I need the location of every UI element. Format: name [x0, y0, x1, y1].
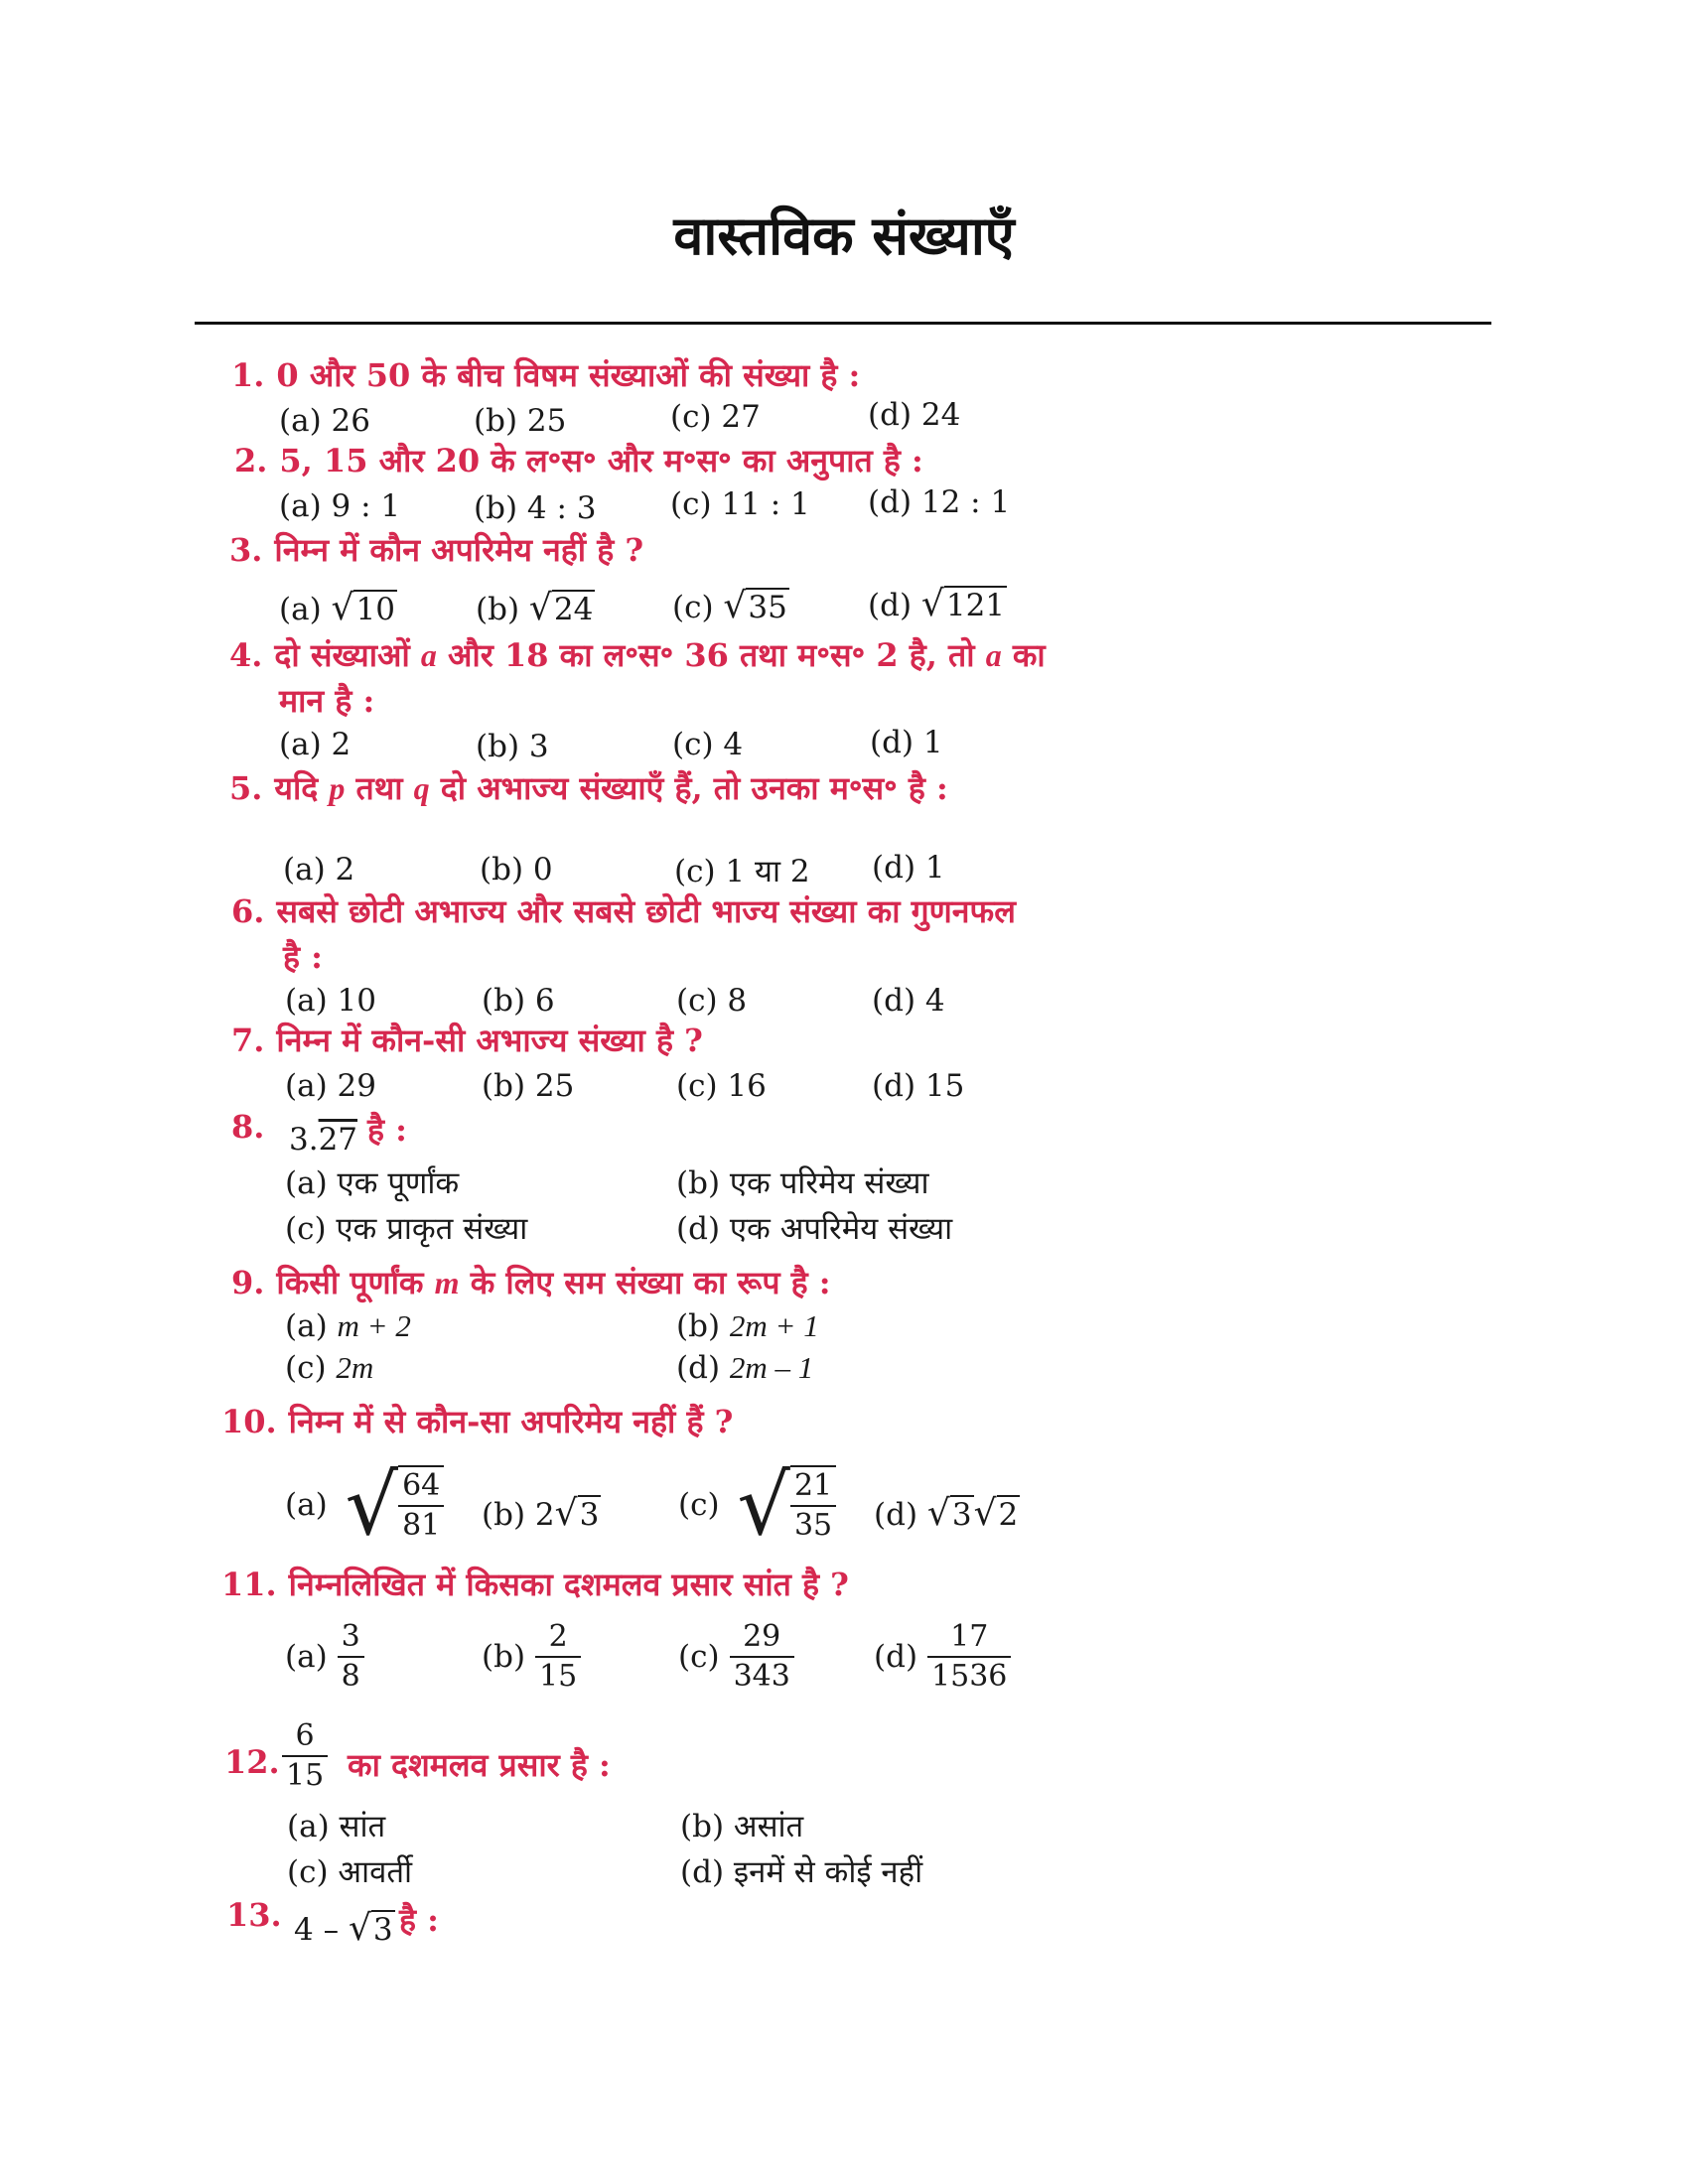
- radicand: 35: [748, 590, 787, 625]
- variable: a: [420, 637, 437, 673]
- radicand: 3: [579, 1497, 600, 1533]
- option-d[interactable]: (d) इनमें से कोई नहीं: [680, 1854, 923, 1890]
- question-text: है :: [399, 1901, 439, 1939]
- sqrt-expression: √121: [920, 584, 1006, 624]
- sqrt-expression: √3: [554, 1493, 600, 1534]
- denominator: 343: [733, 1659, 790, 1694]
- option-a[interactable]: (a) एक पूर्णांक: [285, 1165, 460, 1201]
- option-c[interactable]: [678, 1618, 794, 1696]
- page-title: वास्तविक संख्याएँ: [673, 205, 1015, 267]
- question-number: 13.: [226, 1896, 282, 1934]
- question-text: निम्न में कौन-सी अभाज्य संख्या है ?: [276, 1022, 703, 1059]
- option-label: (b): [676, 1308, 721, 1344]
- radicand: 2: [998, 1497, 1019, 1533]
- question-number: 3.: [229, 531, 263, 569]
- question-number: 12.: [224, 1743, 280, 1781]
- question-number: 2.: [234, 442, 268, 479]
- radicand: 3: [951, 1497, 972, 1533]
- numerator: 64: [398, 1467, 444, 1507]
- question-text: निम्न में कौन अपरिमेय नहीं है ?: [274, 531, 644, 569]
- sqrt-expression: √2: [973, 1493, 1019, 1534]
- option-b[interactable]: (b) 25: [474, 403, 567, 439]
- option-a[interactable]: (a) 10: [285, 983, 376, 1019]
- question-number: 10.: [221, 1403, 277, 1440]
- option-label: (c): [678, 1639, 720, 1675]
- title-divider: [195, 322, 1491, 325]
- fraction: [730, 1618, 794, 1696]
- question-number: 8.: [231, 1108, 265, 1146]
- sqrt-expression: √10: [331, 588, 395, 628]
- option-label: (b): [482, 1497, 526, 1533]
- option-label: (b): [482, 1639, 526, 1675]
- question-6: [231, 889, 1016, 932]
- expression: 2m: [336, 1350, 374, 1385]
- fraction: [535, 1618, 581, 1696]
- expression: 2m – 1: [729, 1350, 814, 1385]
- question-10: [221, 1400, 733, 1442]
- question-6-continued: है :: [283, 938, 323, 976]
- option-a[interactable]: (a) 29: [285, 1068, 376, 1104]
- option-c[interactable]: (c) 27: [670, 399, 761, 435]
- option-c[interactable]: [285, 1350, 373, 1386]
- option-d[interactable]: [874, 1618, 1011, 1696]
- question-7: [231, 1019, 703, 1061]
- option-d[interactable]: (d) एक अपरिमेय संख्या: [676, 1211, 953, 1247]
- denominator: 8: [341, 1659, 360, 1694]
- option-a[interactable]: (a) 26: [279, 403, 370, 439]
- fraction: [927, 1618, 1011, 1696]
- option-label: (c): [285, 1350, 327, 1386]
- question-text: 0 और 50 के बीच विषम संख्याओं की संख्या है :: [276, 356, 861, 394]
- radicand: 3: [372, 1912, 393, 1948]
- option-b[interactable]: [482, 1493, 601, 1534]
- expression: 2m + 1: [729, 1308, 819, 1343]
- question-text: किसी पूर्णांक m के लिए सम संख्या का रूप है :: [276, 1264, 831, 1301]
- question-number: 6.: [231, 892, 265, 930]
- denominator: 15: [539, 1659, 578, 1694]
- option-c[interactable]: (c) 8: [676, 983, 748, 1019]
- sqrt-fraction: √ $\frac{21}{35}$: [737, 1463, 836, 1547]
- option-a[interactable]: (a) सांत: [287, 1809, 386, 1844]
- integer-part: 3.: [289, 1122, 319, 1158]
- numerator: 6: [282, 1717, 328, 1757]
- recurring-decimal: [289, 1122, 357, 1158]
- question-4-continued: मान है :: [279, 682, 375, 720]
- option-label: (c): [672, 590, 714, 625]
- sqrt-expression: √3: [926, 1493, 972, 1534]
- sqrt-expression: √3: [348, 1908, 393, 1949]
- option-d[interactable]: [676, 1350, 813, 1386]
- option-d[interactable]: (d) 24: [868, 397, 961, 433]
- option-b[interactable]: (b) 4 : 3: [474, 490, 597, 526]
- option-label: (d): [874, 1497, 918, 1533]
- question-5: [229, 766, 948, 809]
- option-label: (d): [874, 1639, 918, 1675]
- option-c[interactable]: (c) 1 या 2: [674, 854, 810, 889]
- option-b[interactable]: (b) असांत: [680, 1809, 804, 1844]
- denominator: 35: [793, 1508, 833, 1543]
- variable: a: [985, 637, 1002, 673]
- option-a[interactable]: (a) 9 : 1: [279, 488, 401, 524]
- sqrt-fraction: √ $\frac{64}{81}$: [346, 1463, 445, 1547]
- option-c[interactable]: (c) आवर्ती: [287, 1854, 413, 1890]
- radicand: 24: [553, 592, 594, 627]
- denominator: 1536: [931, 1659, 1008, 1694]
- question-text: 5, 15 और 20 के ल॰स॰ और म॰स॰ का अनुपात है :: [279, 442, 923, 479]
- option-label: (a): [285, 1308, 328, 1344]
- sqrt-expression: √24: [528, 588, 594, 628]
- option-label: (a): [285, 1487, 328, 1523]
- option-b[interactable]: (b) 6: [482, 983, 555, 1019]
- option-d[interactable]: (d) 12 : 1: [868, 484, 1011, 520]
- option-d[interactable]: (d) 1: [870, 725, 943, 760]
- numerator: 29: [730, 1618, 794, 1658]
- question-text: निम्नलिखित में किसका दशमलव प्रसार सांत है ?: [288, 1566, 849, 1603]
- option-b[interactable]: (b) 0: [480, 852, 553, 887]
- denominator: 81: [402, 1508, 441, 1543]
- option-c[interactable]: [678, 1456, 836, 1554]
- option-c[interactable]: [672, 586, 789, 626]
- option-label: (d): [868, 588, 913, 623]
- question-number: 7.: [231, 1022, 265, 1059]
- question-text: का दशमलव प्रसार है :: [348, 1746, 611, 1784]
- question-number: 5.: [229, 769, 263, 807]
- question-number: 11.: [221, 1566, 277, 1603]
- question-number: 9.: [231, 1264, 265, 1301]
- numerator: 17: [927, 1618, 1011, 1658]
- option-a[interactable]: [285, 1618, 364, 1696]
- question-9: [231, 1261, 831, 1303]
- question-13: [226, 1896, 282, 1934]
- option-a[interactable]: [285, 1456, 444, 1554]
- question-text: निम्न में से कौन-सा अपरिमेय नहीं हैं ?: [288, 1403, 734, 1440]
- fraction: [282, 1717, 328, 1795]
- option-c[interactable]: (c) 16: [676, 1068, 767, 1104]
- option-c[interactable]: (c) 4: [672, 727, 744, 762]
- question-3: [229, 528, 643, 571]
- question-text: सबसे छोटी अभाज्य और सबसे छोटी भाज्य संख्या का गुणनफल: [276, 892, 1016, 930]
- expression: [294, 1908, 395, 1949]
- question-8: [231, 1108, 264, 1146]
- coefficient: 2: [534, 1497, 555, 1533]
- option-a[interactable]: (a) 2: [283, 852, 355, 887]
- question-text: दो संख्याओं a और 18 का ल॰स॰ 36 तथा म॰स॰ 2 है, तो a का: [274, 636, 1046, 674]
- question-2: [234, 439, 923, 481]
- repeating-part: 27: [318, 1122, 358, 1158]
- sqrt-expression: √35: [723, 586, 787, 626]
- option-a[interactable]: [285, 1308, 411, 1344]
- option-b[interactable]: (b) 3: [476, 729, 549, 764]
- numerator: 21: [790, 1467, 836, 1507]
- option-b[interactable]: (b) एक परिमेय संख्या: [676, 1165, 929, 1201]
- expression-part: 4 –: [294, 1912, 340, 1948]
- question-text: है :: [367, 1111, 407, 1149]
- option-a[interactable]: [279, 588, 397, 628]
- option-label: (a): [285, 1639, 328, 1675]
- radicand: 121: [945, 588, 1006, 623]
- option-b[interactable]: (b) 25: [482, 1068, 575, 1104]
- question-1: [231, 353, 860, 396]
- denominator: 15: [286, 1758, 325, 1793]
- option-d[interactable]: [874, 1493, 1020, 1534]
- question-number: 4.: [229, 636, 263, 674]
- option-label: (c): [678, 1487, 720, 1523]
- fraction: [338, 1618, 364, 1696]
- option-d[interactable]: (d) 15: [872, 1068, 965, 1104]
- variable: m: [434, 1265, 460, 1300]
- option-d[interactable]: (d) 1: [872, 850, 945, 886]
- question-12: [224, 1743, 280, 1781]
- question-11: [221, 1563, 849, 1605]
- option-label: (a): [279, 592, 322, 627]
- option-a[interactable]: (a) 2: [279, 727, 352, 762]
- option-c[interactable]: (c) 11 : 1: [670, 486, 810, 522]
- option-c[interactable]: (c) एक प्राकृत संख्या: [285, 1211, 528, 1247]
- option-b[interactable]: [476, 588, 595, 628]
- option-d[interactable]: [868, 584, 1007, 624]
- expression: m + 2: [337, 1308, 411, 1343]
- question-text: यदि p तथा q दो अभाज्य संख्याएँ हैं, तो उनका म॰स॰ है :: [274, 769, 948, 807]
- question-4: [229, 633, 1046, 676]
- option-label: (d): [676, 1350, 721, 1386]
- radicand: 10: [355, 592, 395, 627]
- option-d[interactable]: (d) 4: [872, 983, 945, 1019]
- question-number: 1.: [231, 356, 265, 394]
- option-b[interactable]: [482, 1618, 581, 1696]
- variable: p: [329, 770, 346, 806]
- option-b[interactable]: [676, 1308, 819, 1344]
- numerator: 3: [338, 1618, 364, 1658]
- numerator: 2: [535, 1618, 581, 1658]
- option-label: (b): [476, 592, 520, 627]
- variable: q: [413, 770, 430, 806]
